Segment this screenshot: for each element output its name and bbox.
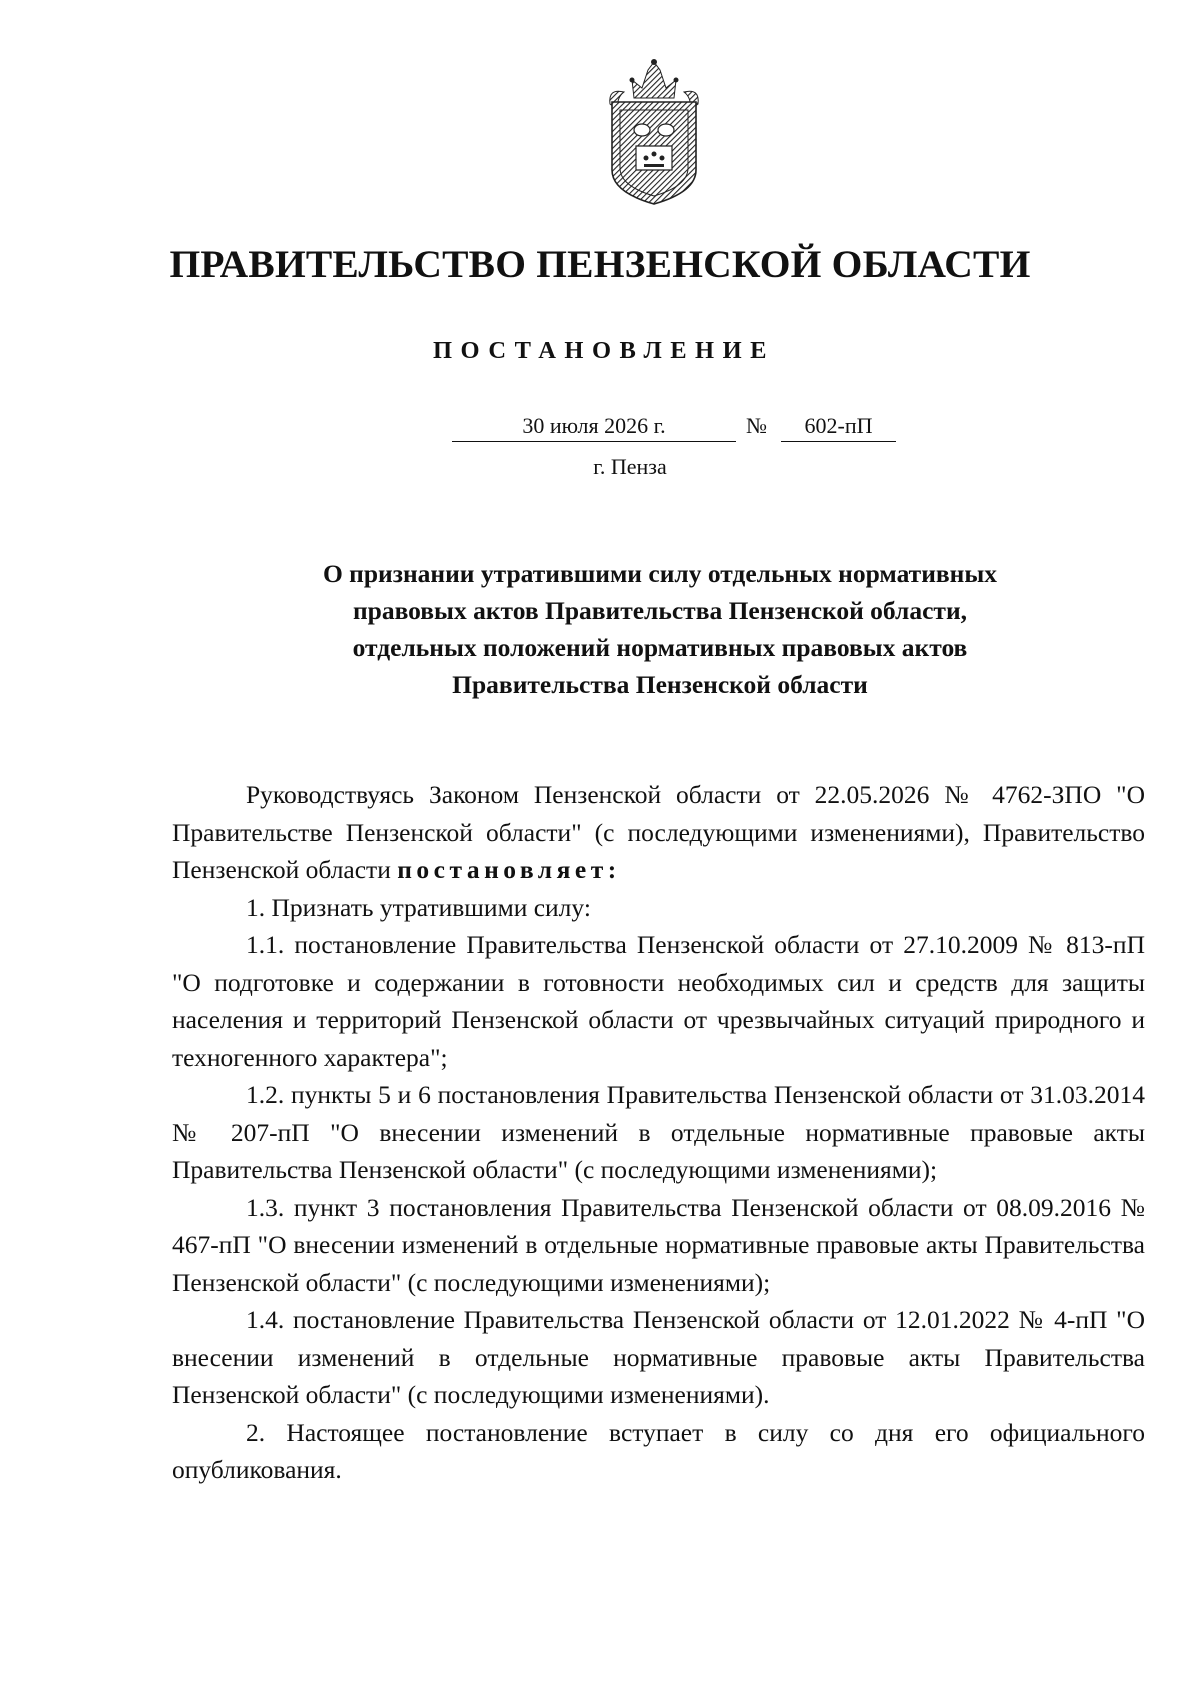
- document-body: [172, 776, 1145, 1489]
- date-number-line: [452, 412, 896, 448]
- preamble-paragraph: [172, 776, 1145, 889]
- title-line: отдельных положений нормативных правовых актов: [352, 633, 968, 662]
- document-type: ПОСТАНОВЛЕНИЕ: [433, 337, 775, 364]
- clause-2: 2. Настоящее постановление вступает в силу со дня его официального опубликования.: [172, 1417, 1145, 1484]
- issue-city: г. Пенза: [593, 454, 667, 479]
- coat-of-arms-emblem: [606, 58, 702, 210]
- title-line: Правительства Пензенской области: [452, 670, 868, 699]
- preamble-text: Руководствуясь Законом Пензенской области от 22.05.2026 № 4762-ЗПО "О Правительстве Пензенской области" (с последующими изменениями), Правительство Пензенской области: [172, 780, 1145, 884]
- issuing-authority: ПРАВИТЕЛЬСТВО ПЕНЗЕНСКОЙ ОБЛАСТИ: [169, 242, 1031, 286]
- title-line: правовых актов Правительства Пензенской области,: [352, 596, 968, 625]
- document-number: 602-пП: [781, 412, 896, 442]
- clause-1-3: 1.3. пункт 3 постановления Правительства Пензенской области от 08.09.2016 № 467-пП "О внесении изменений в отдельные нормативные правовые акты Правительства Пензенской области" (с последующими изменениями);: [172, 1192, 1145, 1297]
- clause-1-4: 1.4. постановление Правительства Пензенской области от 12.01.2022 № 4-пП "О внесении изменений в отдельные нормативные правовые акты Правительства Пензенской области" (с последующими изменениями).: [172, 1305, 1145, 1409]
- clause-1-1: 1.1. постановление Правительства Пензенской области от 27.10.2009 № 813-пП "О подготовке и содержании в готовности необходимых сил и средств для защиты населения и территорий Пензенской области от чрезвычайных ситуаций природного и техногенного характера";: [172, 930, 1145, 1072]
- document-title: [160, 555, 1160, 703]
- resolution-word: постановляет:: [397, 855, 621, 884]
- clause-1: 1. Признать утратившими силу:: [246, 892, 591, 922]
- number-sign: №: [746, 413, 767, 438]
- clause-1-2: 1.2. пункты 5 и 6 постановления Правительства Пензенской области от 31.03.2014 № 207-пП "О внесении изменений в отдельные нормативные правовые акты Правительства Пензенской области" (с последующими изменениями);: [172, 1080, 1145, 1184]
- document-date: 30 июля 2026 г.: [452, 412, 736, 442]
- title-line: О признании утратившими силу отдельных нормативных: [322, 559, 998, 588]
